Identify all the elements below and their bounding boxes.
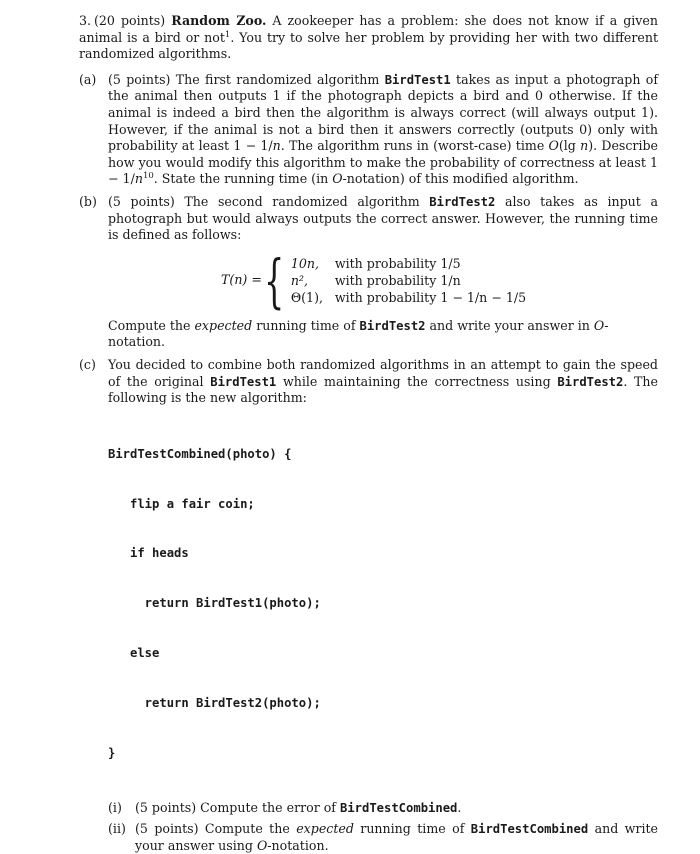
part-a-O2: O — [332, 171, 343, 187]
intro-text-b: . You try to solve her problem by providing her with two different randomized algorithms. — [79, 29, 659, 62]
part-b-question — [108, 318, 658, 351]
subpart-ii-t1: (5 points) Compute the — [135, 820, 297, 836]
subpart-ii-O: O — [256, 837, 268, 853]
running-time-formula — [221, 246, 658, 315]
code-line: return BirdTest1(photo); — [108, 596, 321, 611]
part-a-t2: takes as input a photograph of the animal then outputs 1 if the photograph depicts a bird and 0 otherwise. If the animal is indeed a bird then the algorithm is always correct (will always output 1). However, if the animal is not a bird then it answers correctly (outputs 0) only with probability at least 1 − 1/ — [108, 71, 658, 154]
case-2-value: n², — [290, 273, 308, 289]
part-a-label: (a) — [79, 71, 97, 87]
part-b-c4: -notation. — [108, 317, 609, 350]
subpart-i-t2: . — [457, 800, 462, 816]
left-brace-symbol: { — [263, 246, 285, 315]
part-c-t3: . The following is the new algorithm: — [108, 373, 658, 406]
code-line: if heads — [108, 546, 189, 561]
part-a — [79, 72, 658, 188]
part-a-t4: (lg — [558, 138, 581, 154]
part-b-question-algo: BirdTest2 — [359, 318, 426, 333]
part-a-n3: n — [134, 171, 143, 187]
code-line: else — [108, 646, 160, 660]
part-a-t7: -notation) of this modified algorithm. — [342, 171, 579, 187]
intro-text-a: A zookeeper has a problem: she does not know if a given animal is a bird or not — [79, 13, 658, 45]
part-c-text — [108, 357, 658, 407]
subpart-i-t1: (5 points) Compute the error of — [135, 800, 340, 816]
case-1-value: 10n, — [290, 256, 319, 272]
code-line: return BirdTest2(photo); — [108, 695, 321, 710]
code-line: flip a fair coin; — [108, 496, 255, 511]
subpart-ii-text — [135, 821, 658, 854]
case-2-condition: with probability 1/n — [334, 273, 461, 289]
subpart-ii — [108, 821, 658, 854]
part-c-label: (c) — [79, 356, 96, 372]
part-a-t5: ). Describe how you would modify this algorithm to make the probability of correctness at least 1 − 1/ — [108, 138, 658, 187]
part-b-t1: (5 points) The second randomized algorithm — [108, 193, 430, 209]
part-b-c3: and write your answer in — [425, 317, 594, 333]
part-a-t6: . State the running time (in — [153, 171, 333, 187]
part-a-algo-name: BirdTest1 — [384, 72, 451, 87]
subpart-i-algo: BirdTestCombined — [339, 801, 458, 816]
subpart-i-text — [135, 800, 658, 817]
subpart-ii-algo: BirdTestCombined — [470, 821, 589, 836]
case-3-value: Θ(1), — [290, 290, 323, 306]
part-b-c1: Compute the — [108, 317, 195, 333]
part-a-t1: (5 points) The first randomized algorithm — [108, 71, 385, 87]
part-b-text — [108, 194, 658, 244]
case-3-condition: with probability 1 − 1/n − 1/5 — [334, 290, 527, 306]
subpart-ii-t2: running time of — [353, 820, 471, 836]
part-b-label: (b) — [79, 193, 97, 209]
part-b-algo-name: BirdTest2 — [429, 194, 496, 209]
part-c-t1: You decided to combine both randomized algorithms in an attempt to gain the speed of the original — [108, 356, 658, 389]
part-b-emphasis: expected — [194, 317, 253, 333]
problem-title: Random Zoo. — [171, 13, 267, 28]
part-b-t2: also takes as input a photograph but would always outputs the correct answer. However, the running time is defined as follows: — [108, 193, 658, 243]
subpart-ii-t4: -notation. — [267, 837, 329, 853]
formula-lhs: T(n) = — [221, 272, 262, 288]
part-c-t2: while maintaining the correctness using — [276, 373, 558, 389]
part-a-t3: . The algorithm runs in (worst-case) time — [280, 138, 549, 154]
part-c-algo2: BirdTest2 — [557, 374, 624, 389]
part-a-text — [108, 72, 658, 188]
part-b-O: O — [593, 317, 605, 333]
problem-points: (20 points) — [94, 13, 166, 28]
case-1-condition: with probability 1/5 — [334, 256, 461, 272]
part-a-O1: O — [548, 138, 559, 154]
code-line: } — [108, 745, 116, 760]
subpart-ii-t3: and write your answer using — [135, 820, 659, 853]
part-a-n2: n — [580, 138, 589, 154]
code-block — [108, 413, 658, 795]
part-a-n1: n — [272, 138, 281, 154]
problem-intro — [79, 13, 658, 63]
problem-number: 3. — [79, 13, 92, 28]
formula-cases — [291, 255, 526, 306]
subpart-ii-label: (ii) — [108, 820, 126, 836]
footnote-mark: 1 — [224, 29, 231, 40]
part-c — [79, 357, 658, 854]
subpart-ii-emphasis: expected — [296, 820, 354, 836]
code-line: BirdTestCombined(photo) { — [108, 446, 292, 461]
part-a-exponent: 10 — [142, 171, 154, 182]
part-b-c2: running time of — [252, 317, 360, 333]
subpart-i-label: (i) — [108, 800, 122, 816]
part-b — [79, 194, 658, 351]
subpart-i — [108, 800, 658, 817]
part-c-algo1: BirdTest1 — [210, 374, 277, 389]
